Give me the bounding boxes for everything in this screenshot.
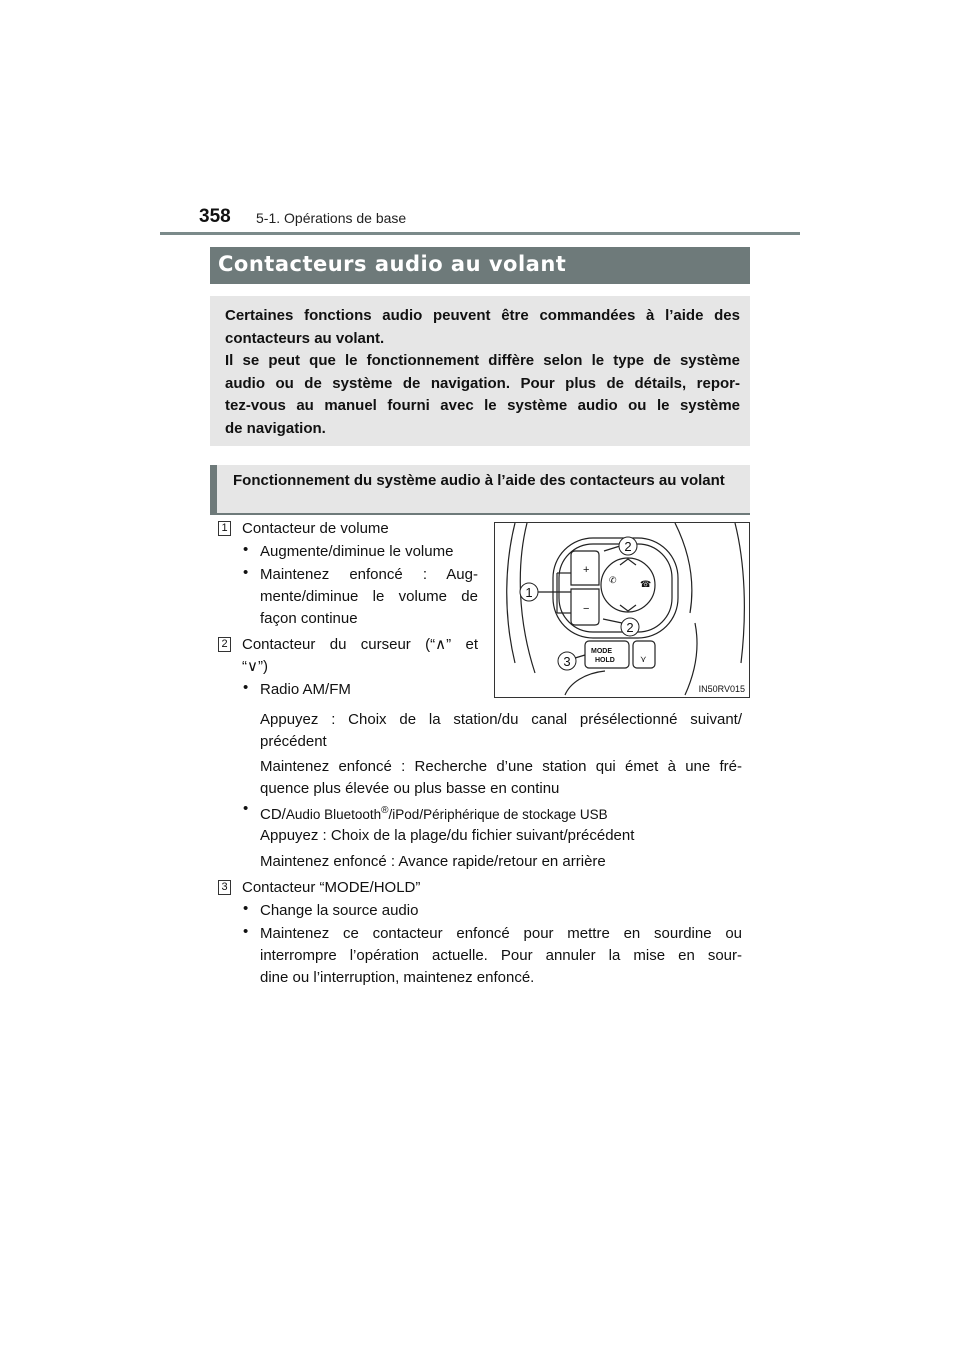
chevron-down-icon (620, 605, 636, 611)
item-2-title-line: “∨”) (242, 658, 268, 675)
intro-paragraph-1: Certaines fonctions audio peuvent être commandées à l’aide des contacteurs au volant. (225, 307, 740, 347)
radio-press-line: précédent (260, 733, 327, 750)
callout-1-label: 1 (525, 585, 533, 600)
media-label-bt: Audio Bluetooth (285, 807, 382, 822)
mode-label: MODE (591, 648, 612, 655)
item-1-bullet-2-line: Maintenez enfoncé : Aug- (260, 566, 478, 583)
intro-line: tez-vous au manuel fourni avec le système audio ou le système (225, 397, 740, 415)
page-title: Contacteurs audio au volant (210, 247, 750, 284)
callout-2-label: 2 (624, 539, 632, 554)
media-press: Appuyez : Choix de la plage/du fichier suivant/précédent (260, 827, 635, 844)
plus-icon: + (583, 564, 590, 576)
section-label: 5-1. Opérations de base (256, 210, 407, 226)
chevron-up-icon (620, 559, 636, 565)
callout-2-label: 2 (626, 620, 634, 635)
item-1-bullet-2-line: façon continue (260, 610, 358, 627)
callout-3-label: 3 (563, 654, 571, 669)
steering-switch-drawing (495, 523, 749, 697)
wheel-rim-line (507, 523, 515, 663)
bullet-icon: • (243, 900, 249, 917)
item-number-3: 3 (218, 880, 231, 895)
item-3-bullet-2-line: dine ou l’interruption, maintenez enfoncé. (260, 969, 535, 986)
item-1-bullet-1: Augmente/diminue le volume (260, 543, 454, 560)
media-hold: Maintenez enfoncé : Avance rapide/retour en arrière (260, 853, 606, 870)
figure-code: IN50RV015 (698, 684, 745, 694)
radio-press-line: Appuyez : Choix de la station/du canal présélectionné suivant/ (260, 711, 742, 728)
intro-box (210, 296, 750, 446)
radio-label: Radio AM/FM (260, 681, 351, 698)
item-3-bullet-2-line: Maintenez ce contacteur enfoncé pour mettre en sourdine ou (260, 925, 742, 942)
radio-hold-line: quence plus élevée ou plus basse en continu (260, 780, 560, 797)
minus-icon: − (583, 603, 590, 615)
bullet-icon: • (243, 923, 249, 940)
bullet-icon: • (243, 564, 249, 581)
media-label-tail: /iPod/Périphérique de stockage USB (388, 807, 608, 822)
item-number-2: 2 (218, 637, 231, 652)
intro-line: audio ou de système de navigation. Pour plus de détails, repor- (225, 374, 740, 392)
item-3-title: Contacteur “MODE/HOLD” (242, 879, 421, 896)
item-1-title: Contacteur de volume (242, 520, 389, 537)
item-3-bullet-1: Change la source audio (260, 902, 419, 919)
page-number: 358 (199, 206, 231, 227)
item-2-title-line: Contacteur du curseur (“∧” et (242, 636, 478, 653)
bullet-icon: • (243, 800, 249, 817)
media-label-cd: CD/ (260, 806, 286, 823)
hangup-icon: ☎ (640, 579, 652, 589)
radio-hold-line: Maintenez enfoncé : Recherche d’une station qui émet à une fré- (260, 758, 742, 775)
steering-switch-illustration (494, 522, 750, 698)
bullet-icon: • (243, 679, 249, 696)
media-label (260, 800, 608, 827)
item-1-bullet-2-line: mente/diminue le volume de (260, 588, 478, 605)
item-number-1: 1 (218, 521, 231, 536)
subsection-header: Fonctionnement du système audio à l’aide des contacteurs au volant (210, 465, 750, 515)
registered-mark: ® (381, 805, 389, 816)
header-rule (160, 232, 800, 235)
phone-icon: ✆ (609, 575, 617, 585)
intro-line: Il se peut que le fonctionnement diffère selon le type de système (225, 352, 740, 370)
bullet-icon: • (243, 541, 249, 558)
item-3-bullet-2-line: interrompre l’opération actuelle. Pour annuler la mise en sour- (260, 947, 742, 964)
intro-line: de navigation. (225, 419, 326, 437)
hold-label: HOLD (595, 657, 615, 664)
voice-icon: ⋎ (640, 654, 647, 664)
